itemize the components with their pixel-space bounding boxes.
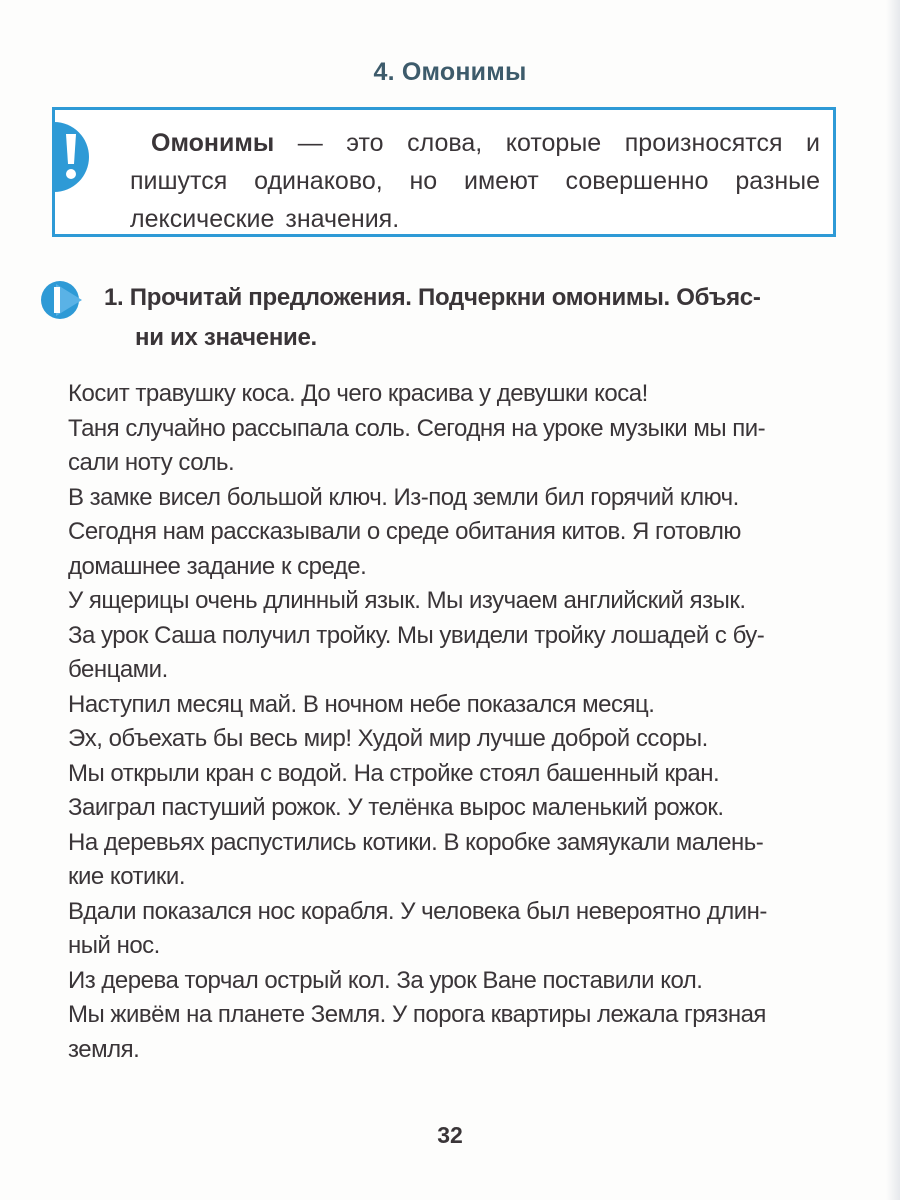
sentence-line: Таня случайно рассыпала соль. Сегодня на уроке музыки мы пи- — [68, 414, 766, 442]
sentence-line: В замке висел большой ключ. Из-под земли бил горячий ключ. — [68, 483, 739, 511]
sentence-line: У ящерицы очень длинный язык. Мы изучаем английский язык. — [68, 587, 746, 614]
page-number: 32 — [437, 1122, 463, 1148]
sentence-line: За урок Саша получил тройку. Мы увидели тройку лошадей с бу- — [68, 621, 765, 649]
sentence-line: Из дерева торчал острый кол. За урок Ване поставили кол. — [68, 966, 703, 994]
sentence-line: ный нос. — [68, 932, 160, 959]
task-instruction-line: ни их значение. — [135, 324, 317, 351]
task-instruction — [104, 278, 884, 358]
sentence-line: Наступил месяц май. В ночном небе показался месяц. — [68, 690, 655, 718]
sentence-line: Мы живём на планете Земля. У порога квартиры лежала грязная — [68, 1001, 766, 1028]
sentence-line: На деревьях распустились котики. В коробке замяукали малень- — [68, 828, 764, 856]
play-circle-icon — [40, 278, 84, 322]
sentence-line: сали ноту соль. — [68, 449, 235, 476]
exclamation-icon — [52, 122, 89, 192]
rule-definition: — это слова, которые произносятся и пишутся одинаково, но имеют совершенно разные лексические значения. — [130, 129, 820, 233]
exercise-sentences — [68, 377, 858, 1067]
sentence-line: земля. — [68, 1035, 140, 1063]
sentence-line: Косит травушку коса. До чего красива у девушки коса! — [68, 380, 648, 407]
sentence-line: Сегодня нам рассказывали о среде обитания китов. Я готовлю — [68, 518, 741, 545]
rule-definition-box — [52, 107, 836, 237]
sentence-line: кие котики. — [68, 863, 185, 890]
rule-definition-text — [130, 124, 820, 238]
rule-term: Омонимы — [151, 129, 275, 157]
section-title: 4. Омонимы — [373, 58, 527, 86]
task-instruction-line: 1. Прочитай предложения. Подчеркни омонимы. Объяс- — [104, 284, 761, 311]
sentence-line: Мы открыли кран с водой. На стройке стоял башенный кран. — [68, 759, 720, 787]
sentence-line: Заиграл пастуший рожок. У телёнка вырос маленький рожок. — [68, 794, 724, 821]
sentence-line: Вдали показался нос корабля. У человека был невероятно длин- — [68, 897, 767, 925]
sentence-line: домашнее задание к среде. — [68, 552, 367, 580]
sentence-line: Эх, объехать бы весь мир! Худой мир лучше доброй ссоры. — [68, 725, 708, 752]
sentence-line: бенцами. — [68, 656, 168, 683]
page-edge-shadow — [886, 0, 900, 1200]
